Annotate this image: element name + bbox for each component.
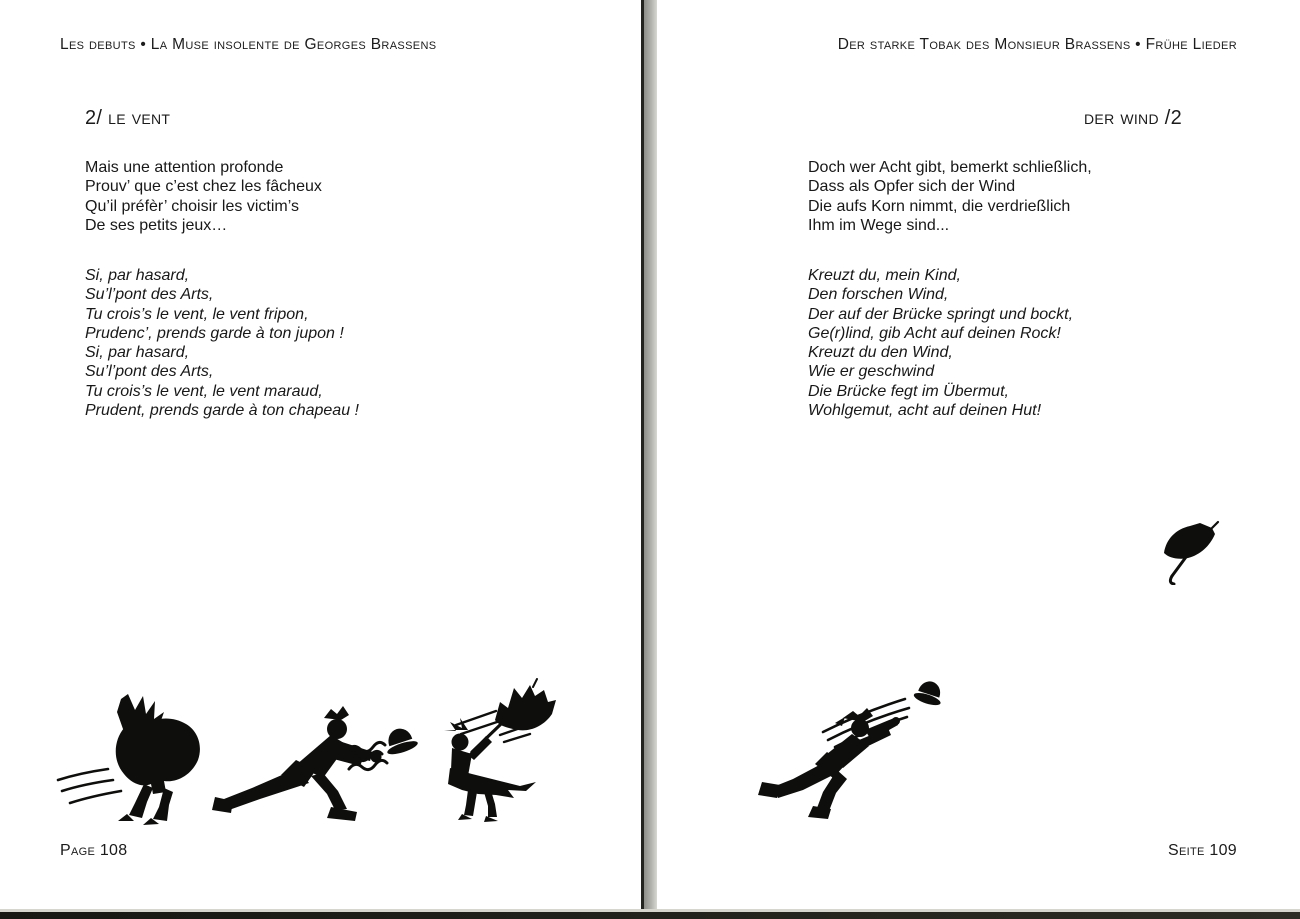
- verse-line: Prouv’ que c’est chez les fâcheux: [85, 178, 322, 196]
- verse-line: Der auf der Brücke springt und bockt,: [808, 305, 1074, 323]
- verse-line: Tu crois’s le vent, le vent fripon,: [85, 305, 309, 323]
- verse-line: Ihm im Wege sind...: [808, 216, 950, 234]
- verse-line: Tu crois’s le vent, le vent maraud,: [85, 382, 323, 400]
- hair-tuft: [324, 706, 349, 720]
- man-blown-off-feet-illustration: [745, 668, 955, 823]
- left-running-head: Les debuts • La Muse insolente de Georges Brassens: [60, 36, 437, 53]
- umbrella-canopy: [1164, 523, 1215, 559]
- right-stanza-refrain: [808, 266, 1073, 420]
- verse-line: Su’l’pont des Arts,: [85, 286, 214, 304]
- verse-line: Die aufs Korn nimmt, die verdrießlich: [808, 197, 1071, 215]
- verse-line: Kreuzt du den Wind,: [808, 344, 953, 362]
- verse-line: De ses petits jeux…: [85, 216, 228, 234]
- page-bottom-edge-shadow: [0, 912, 1300, 919]
- verse-line: Mais une attention profonde: [85, 159, 284, 176]
- left-song-title: 2/ le vent: [85, 107, 171, 129]
- woman-with-inverted-umbrella-illustration: [438, 678, 563, 823]
- flying-bowler-hat: [912, 678, 946, 708]
- verse-line: Kreuzt du, mein Kind,: [808, 267, 961, 284]
- verse-line: Den forschen Wind,: [808, 286, 949, 304]
- verse-line: Die Brücke fegt im Übermut,: [808, 382, 1009, 400]
- wind-blown-skirt: [448, 768, 536, 798]
- verse-line: Prudent, prends garde à ton chapeau !: [85, 402, 359, 420]
- right-stanza-roman: [808, 158, 1092, 235]
- verse-line: Prudenc’, prends garde à ton jupon !: [85, 324, 344, 342]
- right-song-title: der wind /2: [1084, 107, 1182, 129]
- bent-body: [116, 718, 200, 794]
- verse-line: Dass als Opfer sich der Wind: [808, 178, 1016, 196]
- page-gutter-shadow: [644, 0, 657, 919]
- left-stanza-roman: [85, 158, 322, 235]
- verse-line: Doch wer Acht gibt, bemerkt schließlich,: [808, 159, 1092, 176]
- verse-line: Si, par hasard,: [85, 267, 190, 284]
- flying-bowler-hat: [381, 724, 419, 757]
- verse-line: Su’l’pont des Arts,: [85, 363, 214, 381]
- verse-line: Qu’il préfèr’ choisir les victim’s: [85, 197, 299, 215]
- verse-line: Wie er geschwind: [808, 363, 935, 381]
- right-running-head: Der starke Tobak des Monsieur Brassens • Frühe Lieder: [837, 36, 1237, 53]
- inverted-canopy: [495, 685, 556, 730]
- left-page-number: Page 108: [60, 842, 128, 859]
- wind-speed-lines: [58, 769, 121, 803]
- verse-line: Wohlgemut, acht auf deinen Hut!: [808, 402, 1042, 420]
- small-umbrella-illustration: [1160, 520, 1220, 585]
- verse-line: Ge(r)lind, gib Acht auf deinen Rock!: [808, 324, 1061, 342]
- woman-bent-by-wind-illustration: [52, 688, 207, 828]
- verse-line: Si, par hasard,: [85, 344, 190, 362]
- right-page-number: Seite 109: [1168, 842, 1237, 859]
- left-stanza-refrain: [85, 266, 359, 420]
